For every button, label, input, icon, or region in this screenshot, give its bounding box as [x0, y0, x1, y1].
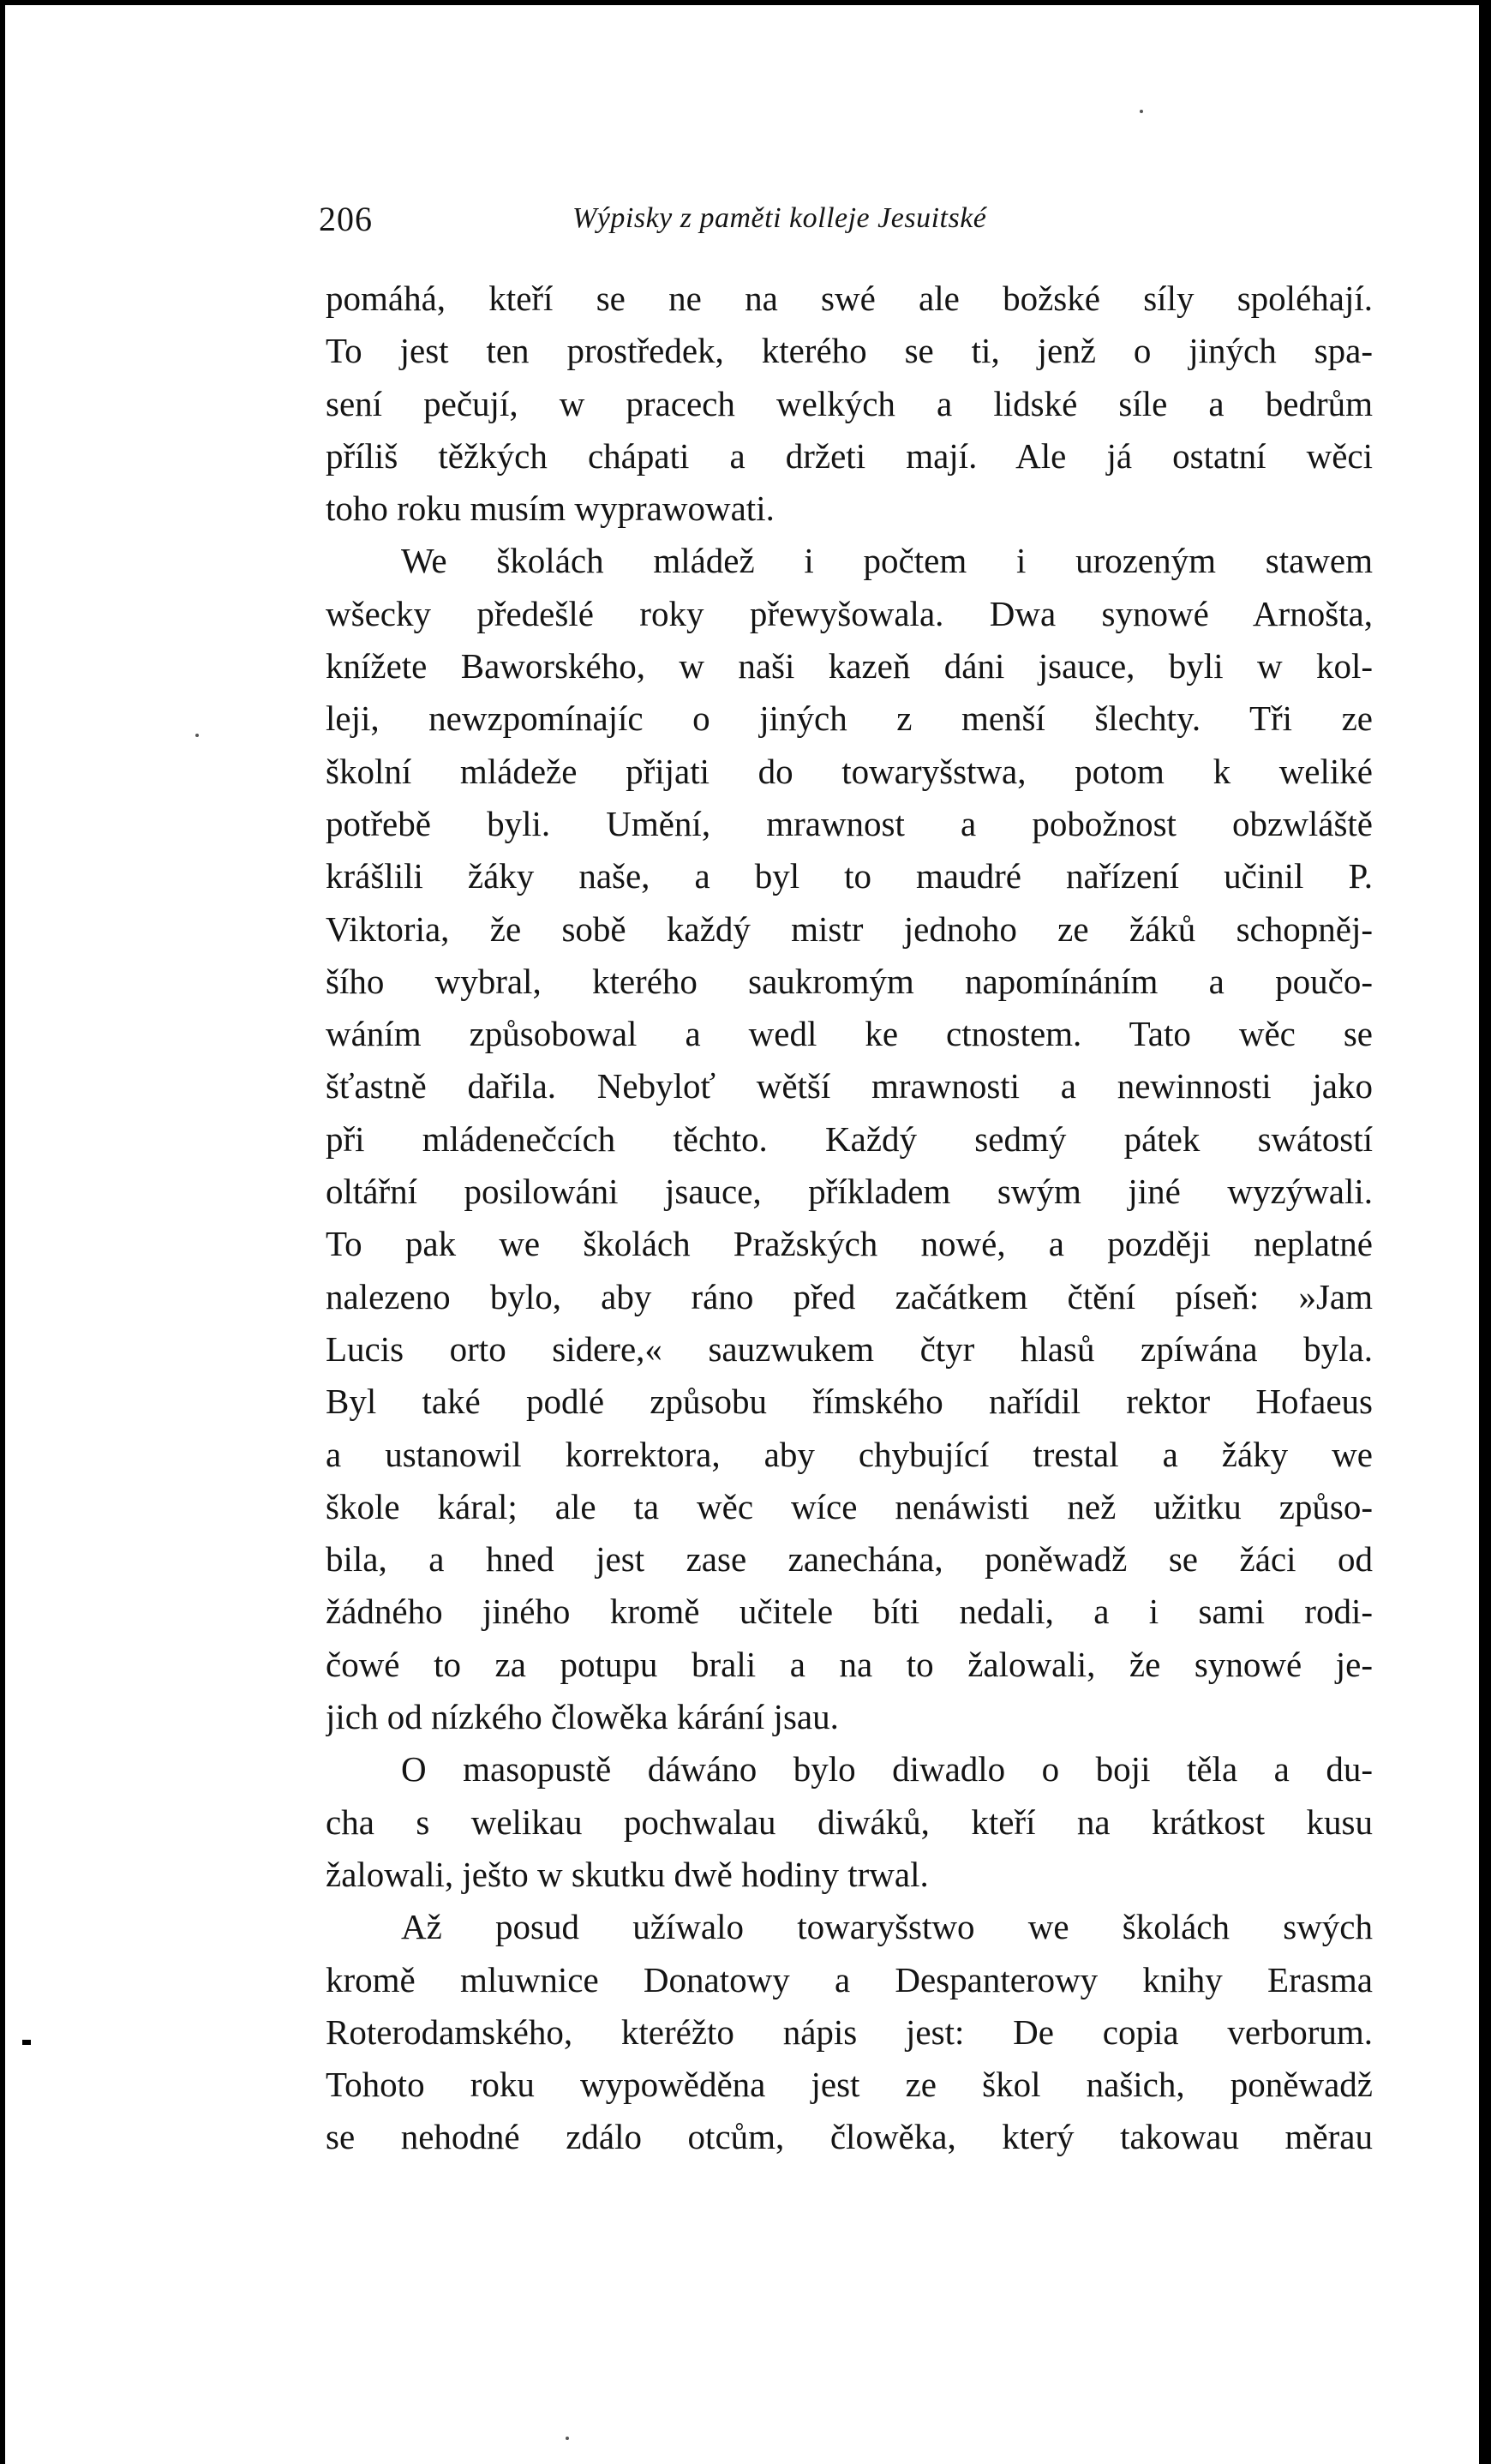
- running-title: Wýpisky z paměti kolleje Jesuitské: [572, 202, 987, 234]
- text-line: žádného jiného kromě učitele bíti nedali, a i sami rodi-: [326, 1592, 1373, 1632]
- text-line: Viktoria, že sobě každý mistr jednoho ze žáků schopněj-: [326, 908, 1373, 949]
- text-line: Lucis orto sidere,« sauzwukem čtyr hlasů zpíwána byla.: [326, 1328, 1373, 1369]
- text-line: toho roku musím wyprawowati.: [326, 489, 775, 529]
- text-line: příliš těžkých chápati a držeti mají. Ale já ostatní wěci: [326, 435, 1373, 476]
- text-line: šťastně dařila. Nebyloť wětší mrawnosti a newinnosti jako: [326, 1066, 1373, 1106]
- scan-speck: [1140, 110, 1143, 113]
- scan-edge-mark: [22, 2040, 31, 2045]
- text-line: a ustanowil korrektora, aby chybující trestal a žáky we: [326, 1434, 1373, 1474]
- text-line: Roterodamského, kteréžto nápis jest: De copia verborum.: [326, 2011, 1373, 2052]
- scan-speck: [195, 734, 199, 737]
- text-line: Tohoto roku wypowěděna jest ze škol našich, poněwadž: [326, 2065, 1373, 2105]
- text-line: wáním způsobowal a wedl ke ctnostem. Tato wěc se: [326, 1014, 1373, 1054]
- text-line: kromě mluwnice Donatowy a Despanterowy knihy Erasma: [326, 1959, 1373, 1999]
- scan-speck: [566, 2437, 569, 2440]
- text-line: šího wybral, kterého saukromým napomínáním a poučo-: [326, 961, 1373, 1001]
- text-line: krášlili žáky naše, a byl to maudré nařízení učinil P.: [326, 856, 1373, 896]
- text-line: Byl také podlé způsobu římského nařídil rektor Hofaeus: [326, 1382, 1373, 1422]
- text-line: při mládenečcích těchto. Každý sedmý pátek swátostí: [326, 1118, 1373, 1159]
- text-line: To jest ten prostředek, kterého se ti, jenž o jiných spa-: [326, 331, 1373, 371]
- text-line: škole káral; ale ta wěc wíce nenáwisti než užitku způso-: [326, 1486, 1373, 1526]
- text-line: wšecky předešlé roky přewyšowala. Dwa synowé Arnošta,: [326, 593, 1373, 633]
- text-line: nalezeno bylo, aby ráno před začátkem čtění píseň: »Jam: [326, 1276, 1373, 1316]
- paragraph-start-line: We školách mládež i počtem i urozeným stawem: [401, 541, 1373, 581]
- text-line: leji, newzpomínajíc o jiných z menší šlechty. Tři ze: [326, 698, 1373, 739]
- text-line: jich od nízkého člowěka kárání jsau.: [326, 1697, 839, 1737]
- text-line: knížete Baworského, w naši kazeň dáni jsauce, byli w kol-: [326, 646, 1373, 686]
- page-number: 206: [319, 200, 373, 238]
- body-text: [326, 273, 1373, 2164]
- paragraph-start-line: Až posud užíwalo towaryšstwo we školách swých: [401, 1907, 1373, 1947]
- text-line: se nehodné zdálo otcům, člowěka, který takowau měrau: [326, 2117, 1373, 2157]
- text-line: potřebě byli. Umění, mrawnost a pobožnost obzwláště: [326, 803, 1373, 843]
- text-line: sení pečují, w pracech welkých a lidské síle a bedrům: [326, 383, 1373, 423]
- text-line: žalowali, ješto w skutku dwě hodiny trwal.: [326, 1854, 929, 1894]
- text-line: školní mládeže přijati do towaryšstwa, potom k weliké: [326, 751, 1373, 791]
- page-header: [319, 199, 1381, 250]
- text-line: oltářní posilowáni jsauce, příkladem swým jiné wyzýwali.: [326, 1172, 1373, 1212]
- text-line: To pak we školách Pražských nowé, a později neplatné: [326, 1224, 1373, 1264]
- paragraph-start-line: O masopustě dáwáno bylo diwadlo o boji těla a du-: [401, 1749, 1373, 1790]
- text-line: pomáhá, kteří se ne na swé ale božské síly spoléhají.: [326, 279, 1373, 318]
- text-line: bila, a hned jest zase zanechána, poněwadž se žáci od: [326, 1539, 1373, 1580]
- text-line: cha s welikau pochwalau diwáků, kteří na krátkost kusu: [326, 1802, 1373, 1842]
- text-line: čowé to za potupu brali a na to žalowali, že synowé je-: [326, 1644, 1373, 1684]
